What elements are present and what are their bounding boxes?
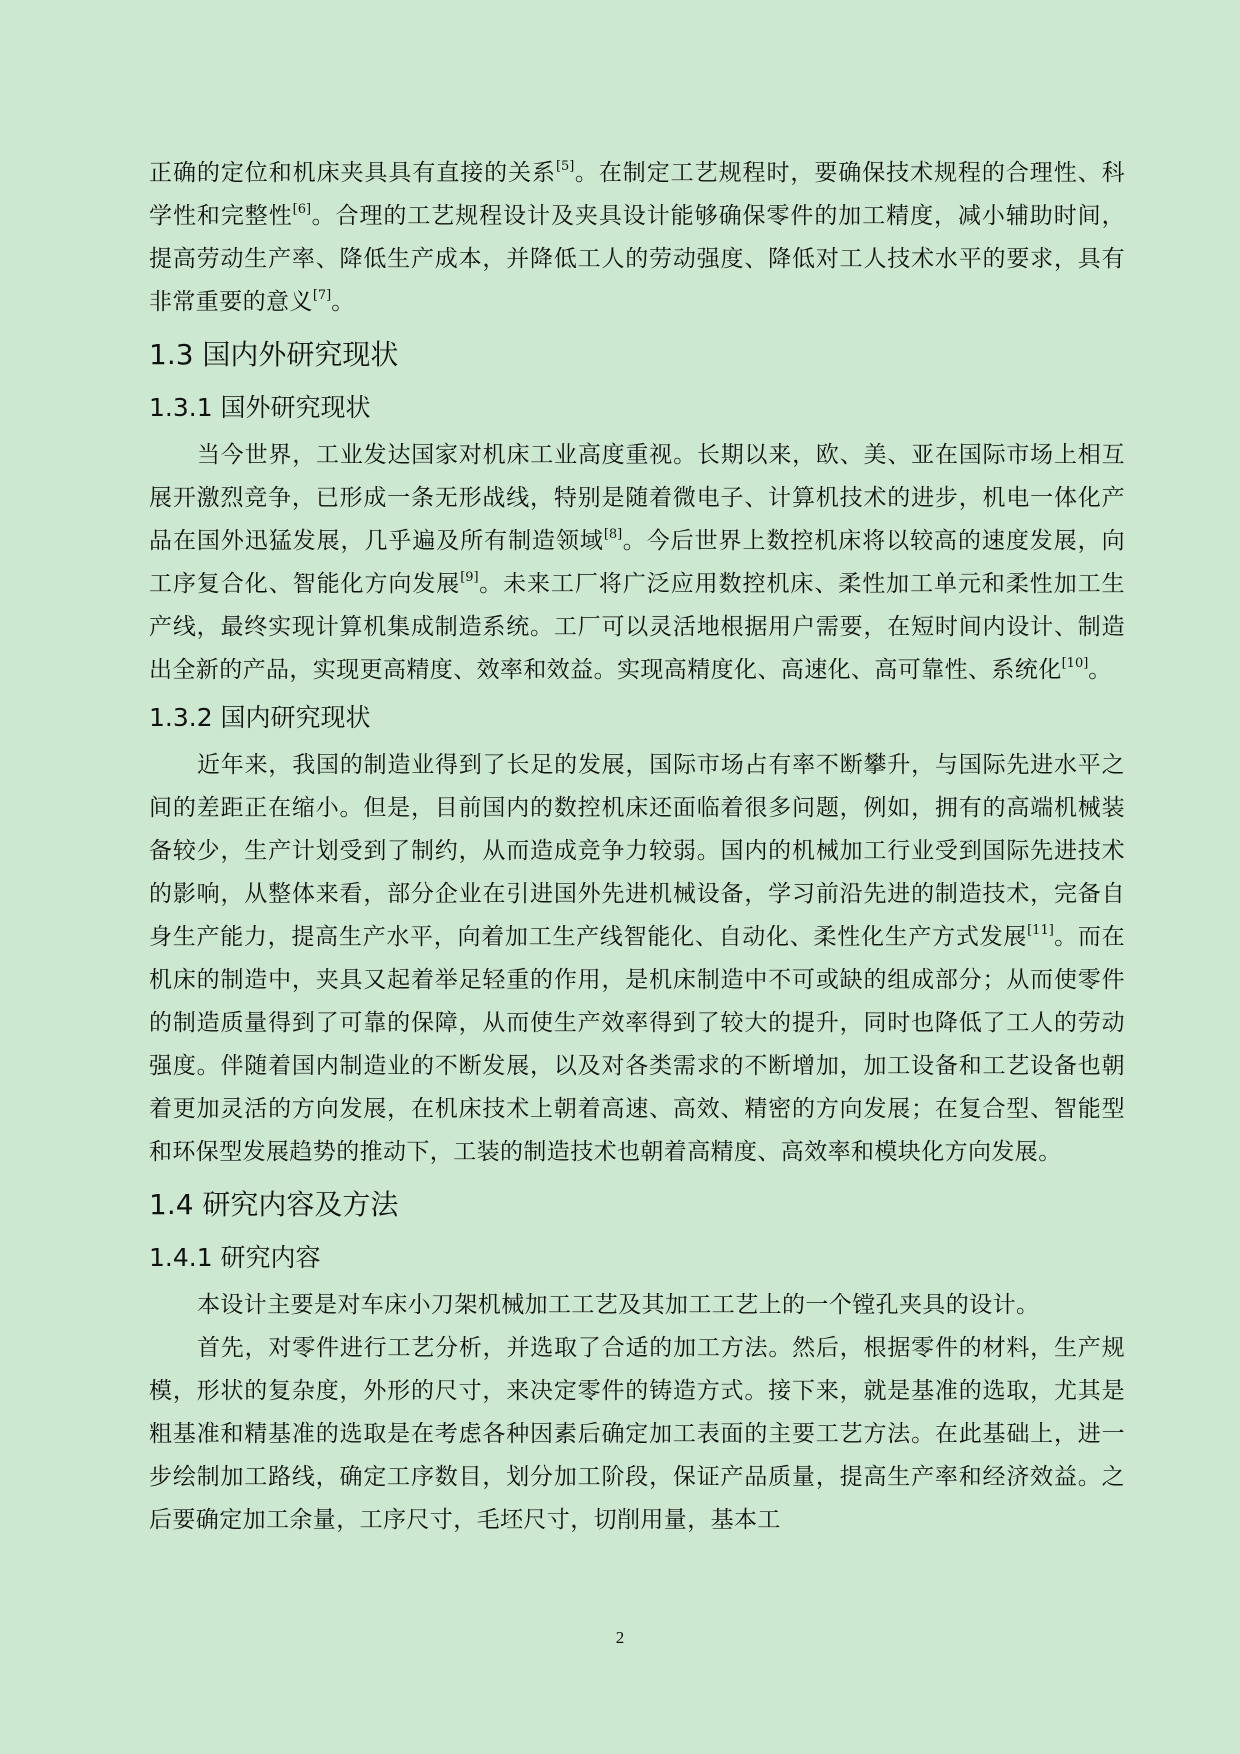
citation-reference: [8]	[603, 527, 623, 542]
section-heading: 1.4 研究内容及方法	[149, 1188, 399, 1221]
body-paragraph	[149, 1284, 1125, 1327]
citation-reference: [11]	[1027, 923, 1054, 938]
paragraph-text: 近年来，我国的制造业得到了长足的发展，国际市场占有率不断攀升，与国际先进水平之间的差距正在缩小。但是，目前国内的数控机床还面临着很多问题，例如，拥有的高端机械装备较少，生产计划受到了制约，从而造成竞争力较弱。国内的机械加工行业受到国际先进技术的影响，从整体来看，部分企业在引进国外先进机械设备，学习前沿先进的制造技术，完备自身生产能力，提高生产水平，向着加工生产线智能化、自动化、柔性化生产方式发展	[149, 752, 1125, 950]
page-number: 2	[615, 1628, 625, 1647]
paragraph-text: 本设计主要是对车床小刀架机械加工工艺及其加工工艺上的一个镗孔夹具的设计。	[197, 1292, 1040, 1318]
paragraph-text: 当今世界，工业发达国家对机床工业高度重视。长期以来，欧、美、亚在国际市场上相互展开激烈竞争，已形成一条无形战线，特别是随着微电子、计算机技术的进步，机电一体化产品在国外迅猛发展，几乎遍及所有制造领域	[149, 442, 1125, 554]
paragraph-text: 。未来工厂将广泛应用数控机床、柔性加工单元和柔性加工生产线，最终实现计算机集成制造系统。工厂可以灵活地根据用户需要，在短时间内设计、制造出全新的产品，实现更高精度、效率和效益。实现高精度化、高速化、高可靠性、系统化	[149, 571, 1125, 683]
citation-reference: [6]	[292, 202, 312, 217]
subsection-heading: 1.3.1 国外研究现状	[149, 393, 371, 422]
citation-reference: [9]	[460, 570, 479, 585]
body-paragraph	[149, 744, 1125, 1174]
paragraph-text: 正确的定位和机床夹具具有直接的关系	[149, 160, 556, 186]
body-paragraph	[149, 152, 1125, 324]
document-page	[149, 152, 1125, 1542]
subsection-heading: 1.4.1 研究内容	[149, 1243, 321, 1272]
citation-reference: [7]	[312, 288, 332, 303]
citation-reference: [10]	[1061, 656, 1089, 671]
paragraph-text: 首先，对零件进行工艺分析，并选取了合适的加工方法。然后，根据零件的材料，生产规模，形状的复杂度，外形的尺寸，来决定零件的铸造方式。接下来，就是基准的选取，尤其是粗基准和精基准的选取是在考虑各种因素后确定加工表面的主要工艺方法。在此基础上，进一步绘制加工路线，确定工序数目，划分加工阶段，保证产品质量，提高生产率和经济效益。之后要确定加工余量，工序尺寸，毛坯尺寸，切削用量，基本工	[149, 1335, 1125, 1533]
paragraph-text: 。	[1088, 657, 1112, 683]
paragraph-text: 。今后世界上数控机床将以较高的速度发展，向工序复合化、智能化方向发展	[149, 528, 1125, 597]
citation-reference: [5]	[555, 159, 575, 174]
document-body	[149, 152, 1125, 1542]
section-heading: 1.3 国内外研究现状	[149, 338, 399, 371]
paragraph-text: 。而在机床的制造中，夹具又起着举足轻重的作用，是机床制造中不可或缺的组成部分；从而使零件的制造质量得到了可靠的保障，从而使生产效率得到了较大的提升，同时也降低了工人的劳动强度。伴随着国内制造业的不断发展，以及对各类需求的不断增加，加工设备和工艺设备也朝着更加灵活的方向发展，在机床技术上朝着高速、高效、精密的方向发展；在复合型、智能型和环保型发展趋势的推动下，工装的制造技术也朝着高精度、高效率和模块化方向发展。	[149, 924, 1125, 1165]
body-paragraph	[149, 1327, 1125, 1542]
paragraph-text: 。合理的工艺规程设计及夹具设计能够确保零件的加工精度，减小辅助时间，提高劳动生产率、降低生产成本，并降低工人的劳动强度、降低对工人技术水平的要求，具有非常重要的意义	[149, 203, 1125, 315]
paragraph-text: 。在制定工艺规程时，要确保技术规程的合理性、科学性和完整性	[149, 160, 1125, 229]
body-paragraph	[149, 434, 1125, 692]
subsection-heading: 1.3.2 国内研究现状	[149, 703, 371, 732]
paragraph-text: 。	[331, 289, 355, 315]
